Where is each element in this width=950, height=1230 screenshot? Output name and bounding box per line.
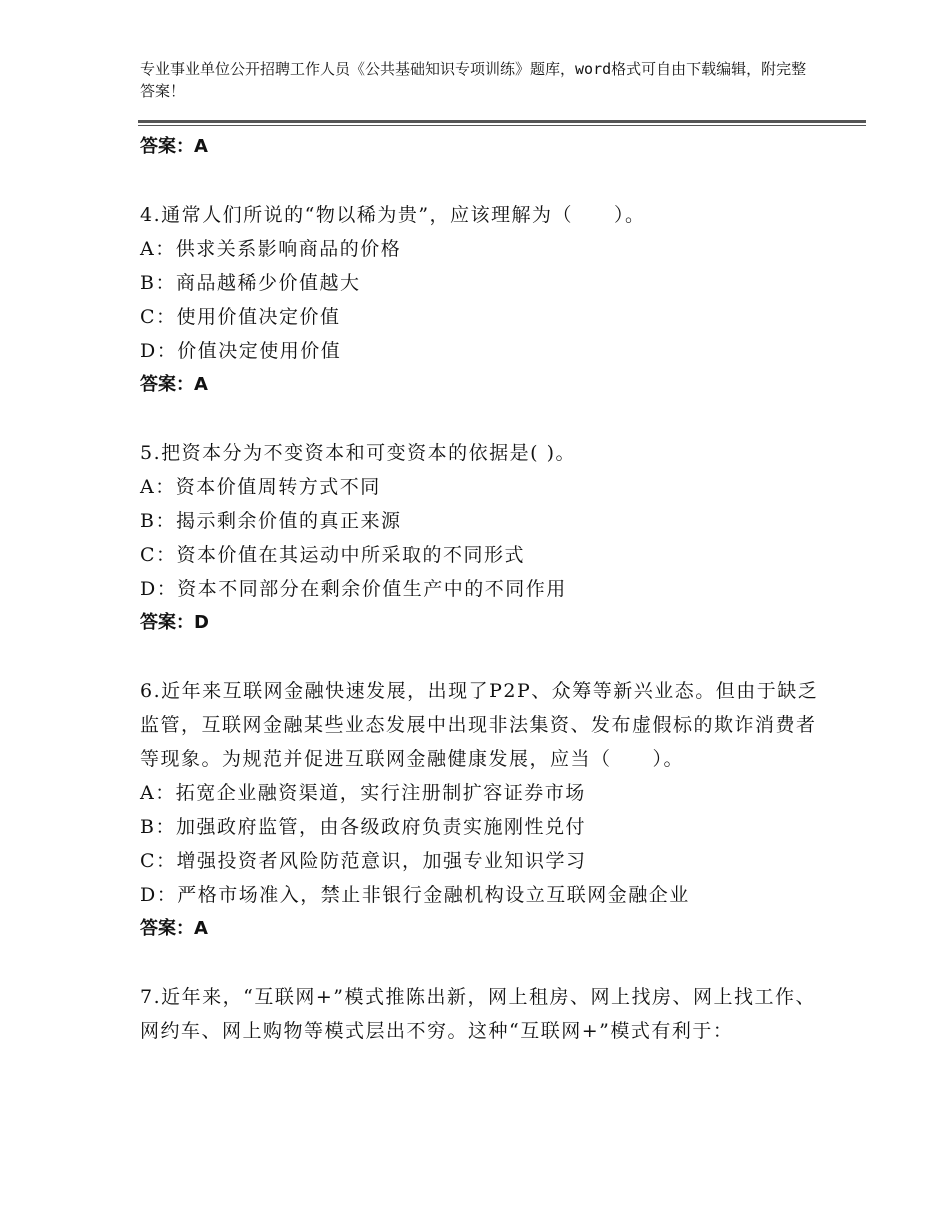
question-list	[140, 130, 820, 1048]
question-5	[140, 436, 820, 640]
spacer	[140, 640, 820, 674]
option-c: C：增强投资者风险防范意识，加强专业知识学习	[140, 850, 587, 872]
spacer	[140, 402, 820, 436]
option-d: D：价值决定使用价值	[140, 340, 342, 362]
question-text: 6.近年来互联网金融快速发展，出现了P2P、众筹等新兴业态。但由于缺乏监管，互联网金融某些业态发展中出现非法集资、发布虚假标的欺诈消费者等现象。为规范并促进互联网金融健康发展，应当（ ）。	[140, 680, 819, 770]
answer: 答案：A	[140, 918, 208, 939]
spacer	[140, 164, 820, 198]
question-6	[140, 674, 820, 946]
question-text: 4.通常人们所说的“物以稀为贵”，应该理解为（ ）。	[140, 204, 646, 226]
option-b: B：加强政府监管，由各级政府负责实施刚性兑付	[140, 816, 586, 838]
option-a: A：资本价值周转方式不同	[140, 476, 381, 498]
question-7	[140, 980, 820, 1048]
option-d: D：严格市场准入，禁止非银行金融机构设立互联网金融企业	[140, 884, 690, 906]
question-text: 7.近年来，“互联网+”模式推陈出新，网上租房、网上找房、网上找工作、网约车、网上购物等模式层出不穷。这种“互联网+”模式有利于：	[140, 986, 816, 1042]
answer: 答案：D	[140, 612, 209, 633]
option-a: A：拓宽企业融资渠道，实行注册制扩容证券市场	[140, 782, 586, 804]
option-b: B：商品越稀少价值越大	[140, 272, 361, 294]
option-a: A：供求关系影响商品的价格	[140, 238, 402, 260]
question-4	[140, 198, 820, 402]
header-divider-thin	[138, 125, 866, 126]
option-c: C：资本价值在其运动中所采取的不同形式	[140, 544, 526, 566]
option-c: C：使用价值决定价值	[140, 306, 341, 328]
option-b: B：揭示剩余价值的真正来源	[140, 510, 402, 532]
option-d: D：资本不同部分在剩余价值生产中的不同作用	[140, 578, 567, 600]
answer: 答案：A	[140, 374, 208, 395]
question-text: 5.把资本分为不变资本和可变资本的依据是( )。	[140, 442, 576, 464]
header-divider	[138, 120, 866, 123]
answer-3: 答案：A	[140, 136, 208, 157]
spacer	[140, 946, 820, 980]
page-header: 专业事业单位公开招聘工作人员《公共基础知识专项训练》题库，word格式可自由下载编辑，附完整答案！	[140, 60, 807, 100]
